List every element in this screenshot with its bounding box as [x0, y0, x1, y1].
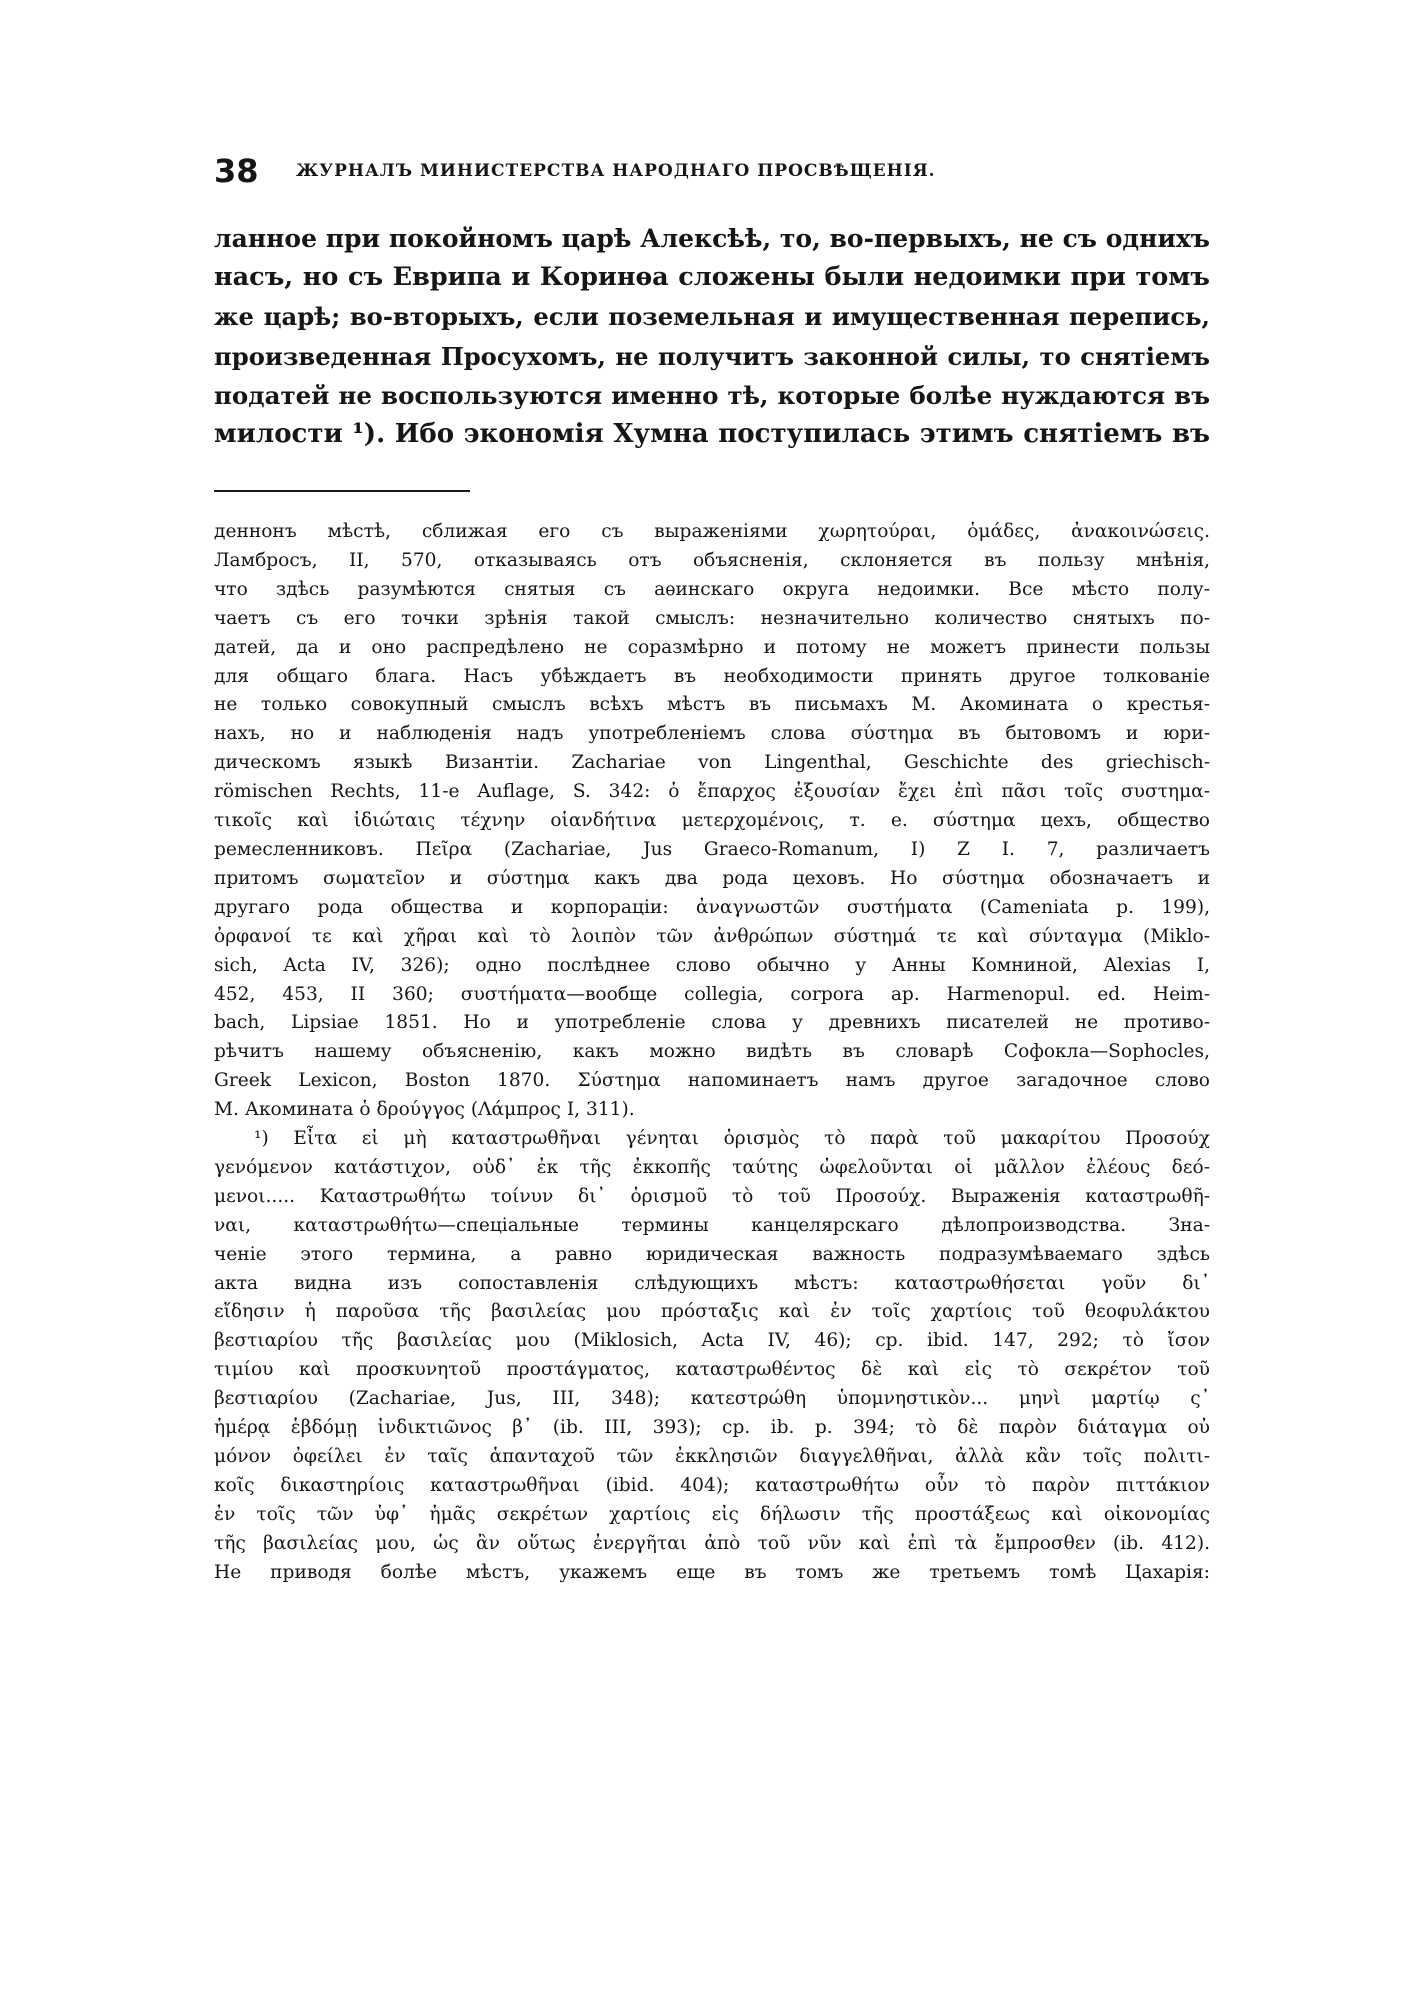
body-line: милости ¹). Ибо экономія Хумна поступилась этимъ снятіемъ въ	[214, 419, 1210, 450]
footnote-line: ¹) Εἶτα εἰ μὴ καταστρωθῆναι γένηται ὁρισμὸς τὸ παρὰ τοῦ μακαρίτου Προσούχ	[254, 1128, 1210, 1150]
footnote-line: акта видна изъ сопоставленія слѣдующихъ мѣстъ: καταστρωθήσεται γοῦν δι᾽	[214, 1272, 1210, 1294]
footnote-line: чаетъ съ его точки зрѣнія такой смыслъ: незначительно количество снятыхъ по-	[214, 607, 1210, 629]
footnote-line: Не приводя болѣе мѣстъ, укажемъ еще въ томъ же третьемъ томѣ Цахарія:	[214, 1561, 1210, 1583]
footnote-line: для общаго блага. Насъ убѣждаетъ въ необходимости принять другое толкованіе	[214, 665, 1210, 687]
footnote-line: ὀρφανοί τε καὶ χῆραι καὶ τὸ λοιπὸν τῶν ἀνθρώπων σύστημά τε καὶ σύνταγμα (Miklo-	[214, 925, 1210, 947]
running-title: ЖУРНАЛЪ МИНИСТЕРСТВА НАРОДНАГО ПРОСВѢЩЕНІЯ.	[296, 161, 936, 181]
footnote-line: не только совокупный смыслъ всѣхъ мѣстъ въ письмахъ М. Акомината о крестья-	[214, 694, 1210, 716]
footnote-line: βεστιαρίου τῆς βασιλείας μου (Miklosich, Acta IV, 46); cp. ibid. 147, 292; τὸ ἴσον	[214, 1330, 1210, 1352]
footnote-continuation	[214, 518, 1210, 1125]
footnote-line: ченіе этого термина, а равно юридическая важность подразумѣваемаго здѣсь	[214, 1243, 1210, 1265]
main-body-text	[214, 219, 1210, 454]
footnote-separator	[214, 490, 470, 492]
body-line: же царѣ; во-вторыхъ, если поземельная и имущественная перепись,	[214, 302, 1210, 332]
footnote-line: βεστιαρίου (Zachariae, Jus, III, 348); κατεστρώθη ὑπομνηστικὸν... μηνὶ μαρτίῳ ς᾽	[214, 1388, 1210, 1410]
footnote-line: деннонъ мѣстѣ, сближая его съ выраженіями χωρητούραι, ὁμάδες, ἀνακοινώσεις.	[214, 521, 1210, 542]
footnote-line: Ламбросъ, II, 570, отказываясь отъ объясненія, склоняется въ пользу мнѣнія,	[214, 549, 1210, 571]
footnote-line: Greek Lexicon, Boston 1870. Σύστημα напоминаетъ намъ другое загадочное слово	[214, 1070, 1210, 1092]
footnote-line: sich, Acta IV, 326); одно послѣднее слово обычно у Анны Комниной, Alexias I,	[214, 954, 1210, 976]
footnote-line: ἐν τοῖς τῶν ὑφ᾽ ἡμᾶς σεκρέτων χαρτίοις εἰς δήλωσιν τῆς προστάξεως καὶ οἰκονομίας	[214, 1503, 1210, 1525]
footnote-line: κοῖς δικαστηρίοις καταστρωθῆναι (ibid. 404); καταστρωθήτω οὖν τὸ παρὸν πιττάκιον	[214, 1474, 1210, 1496]
footnote-line: притомъ σωματεῖον и σύστημα какъ два рода цеховъ. Но σύστημα обозначаетъ и	[214, 867, 1210, 889]
footnote-line: μόνον ὀφείλει ἐν ταῖς ἁπανταχοῦ τῶν ἐκκλησιῶν διαγγελθῆναι, ἀλλὰ κἂν τοῖς πολιτι-	[214, 1446, 1210, 1467]
body-line: податей не воспользуются именно тѣ, которые болѣе нуждаются въ	[214, 380, 1210, 410]
page-number: 38	[214, 152, 259, 190]
footnote-line: ремесленниковъ. Πεῖρα (Zachariae, Jus Graeco-Romanum, I) Ζ Ι. 7, различаетъ	[214, 838, 1210, 860]
footnote-line: ἡμέρᾳ ἑβδόμῃ ἰνδικτιῶνος β᾽ (ib. III, 393); cp. ib. p. 394; τὸ δὲ παρὸν διάταγμα οὐ	[214, 1417, 1210, 1439]
footnote-line: römischen Rechts, 11-e Auflage, S. 342: ὁ ἔπαρχος ἐξουσίαν ἔχει ἐπὶ πᾶσι τοῖς συστημα-	[214, 781, 1210, 803]
footnote-line: дическомъ языкѣ Византіи. Zachariae von Lingenthal, Geschichte des griechisch-	[214, 752, 1210, 774]
body-line: ланное при покойномъ царѣ Алексѣѣ, то, во-первыхъ, не съ однихъ	[214, 224, 1210, 253]
footnote-line: τῆς βασιλείας μου, ὡς ἂν οὕτως ἐνεργῆται ἀπὸ τοῦ νῦν καὶ ἐπὶ τὰ ἔμπροσθεν (ib. 412).	[214, 1532, 1210, 1554]
footnote-line: ναι, καταστρωθήτω—спеціальные термины канцелярскаго дѣлопроизводства. Зна-	[214, 1214, 1210, 1236]
footnote-line: τιμίου καὶ προσκυνητοῦ προστάγματος, καταστρωθέντος δὲ καὶ εἰς τὸ σεκρέτον τοῦ	[214, 1359, 1210, 1381]
footnote-1	[214, 1125, 1210, 1588]
footnote-line: γενόμενον κατάστιχον, οὐδ᾽ ἐκ τῆς ἐκκοπῆς ταύτης ὠφελοῦνται οἱ μᾶλλον ἐλέους δεό-	[214, 1156, 1210, 1178]
footnote-line: датей, да и оно распредѣлено не соразмѣрно и потому не можетъ принести пользы	[214, 636, 1210, 658]
body-line: произведенная Просухомъ, не получитъ законной силы, то снятіемъ	[214, 341, 1210, 371]
footnote-line: рѣчитъ нашему объясненію, какъ можно видѣть въ словарѣ Софокла—Sophocles,	[214, 1041, 1210, 1063]
footnote-line: нахъ, но и наблюденія надъ употребленіемъ слова σύστημα въ бытовомъ и юри-	[214, 723, 1210, 745]
footnote-line: другаго рода общества и корпораціи: ἀναγνωστῶν συστήματα (Cameniata p. 199),	[214, 896, 1210, 918]
page-header	[214, 151, 1214, 191]
footnotes	[214, 518, 1210, 1588]
footnote-line: 452, 453, II 360; συστήματα—вообще collegia, corpora ap. Harmenopul. ed. Heim-	[214, 983, 1210, 1005]
footnote-line: μενοι..... Καταστρωθήτω τοίνυν δι᾽ ὁρισμοῦ τὸ τοῦ Προσούχ. Выраженія καταστρωθῆ-	[214, 1185, 1210, 1207]
footnote-line: что здѣсь разумѣются снятыя съ аѳинскаго округа недоимки. Все мѣсто полу-	[214, 578, 1210, 600]
footnote-line: τικοῖς καὶ ἰδιώταις τέχνην οἱανδήτινα μετερχομένοις, т. е. σύστημα цехъ, общество	[214, 810, 1210, 832]
footnote-line: εἴδησιν ἡ παροῦσα τῆς βασιλείας μου πρόσταξις καὶ ἐν τοῖς χαρτίοις τοῦ θεοφυλάκτου	[214, 1301, 1210, 1323]
footnote-line: bach, Lipsiae 1851. Но и употребленіе слова у древнихъ писателей не противо-	[214, 1012, 1210, 1034]
footnote-line: М. Акомината ὁ δρούγγος (Λάμπρος I, 311).	[214, 1099, 635, 1121]
body-line: насъ, но съ Еврипа и Коринѳа сложены были недоимки при томъ	[214, 262, 1210, 293]
